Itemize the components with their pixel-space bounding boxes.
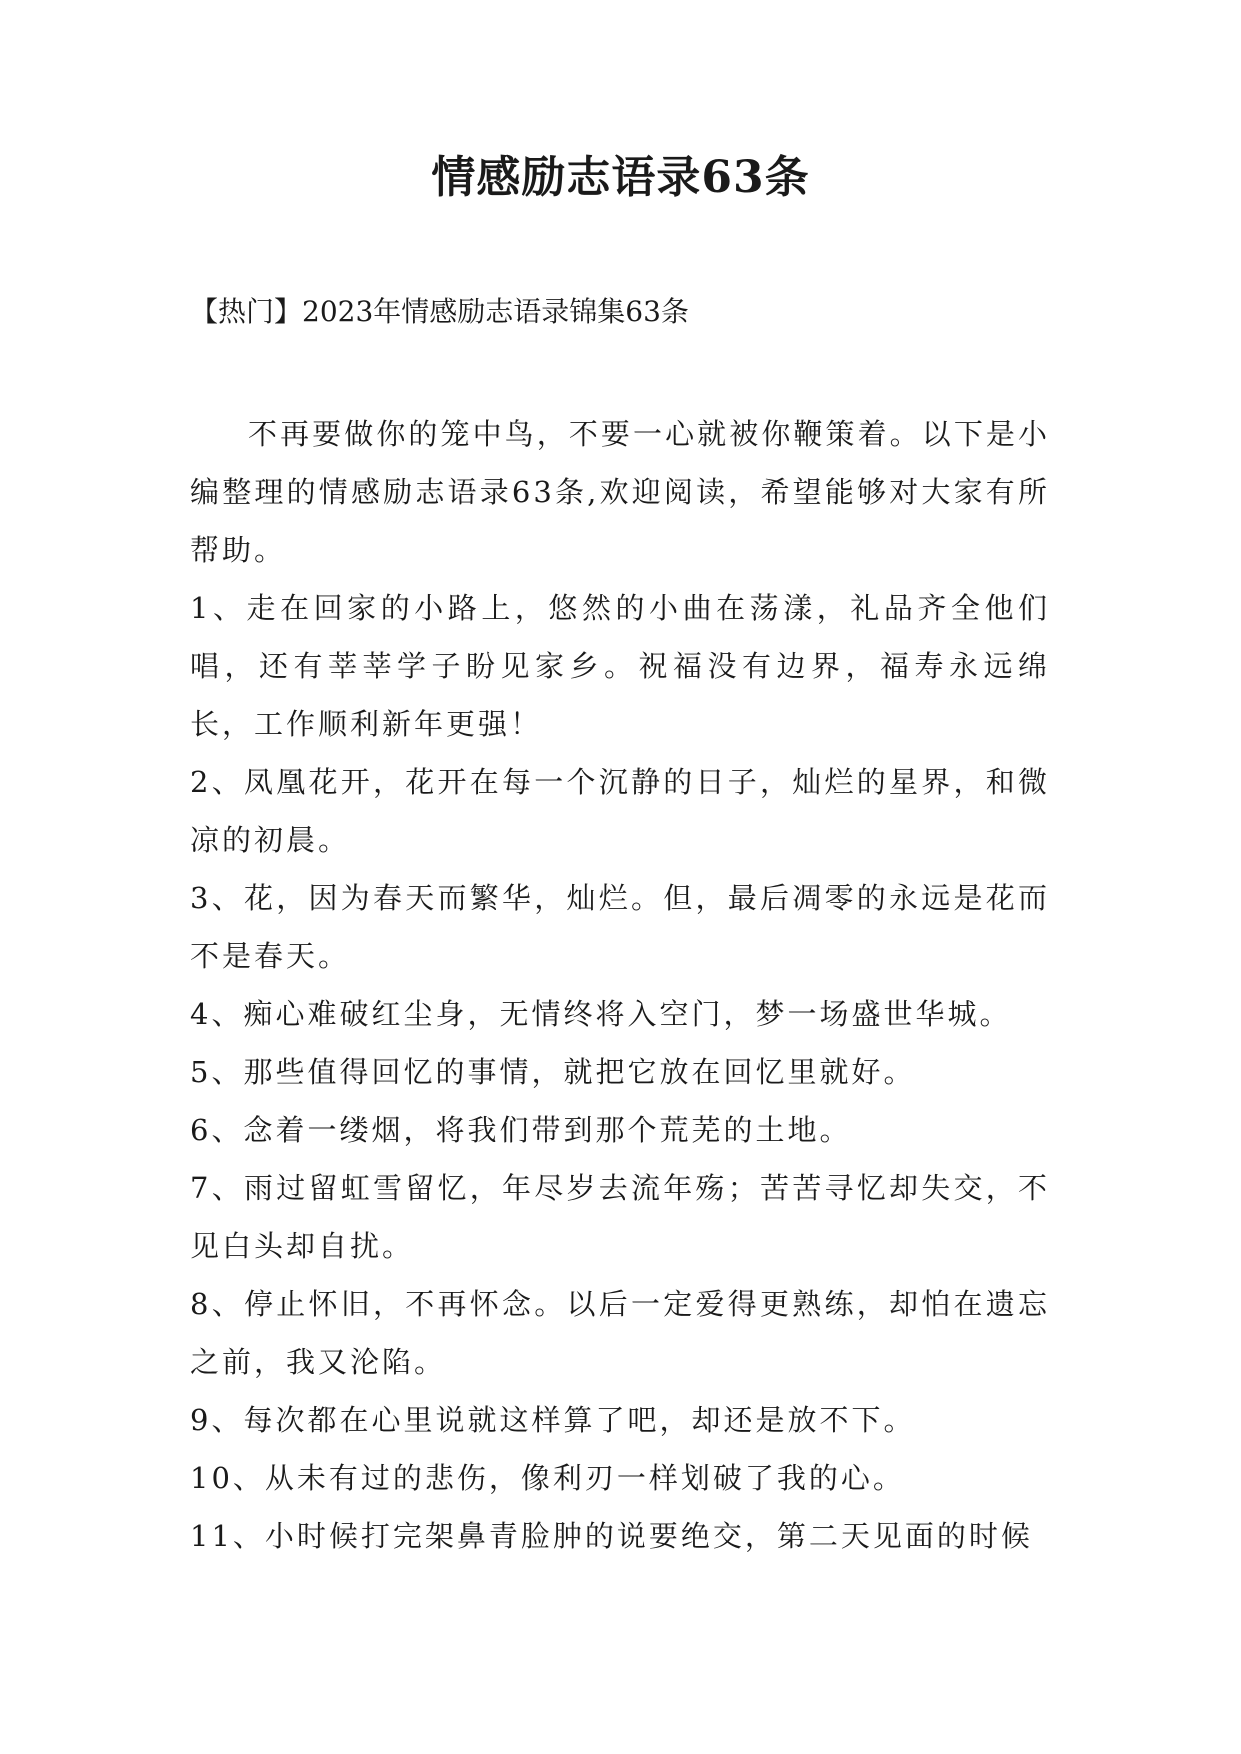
list-item: 5、那些值得回忆的事情，就把它放在回忆里就好。 (190, 1055, 916, 1089)
document-body (190, 405, 1050, 1565)
list-item: 8、停止怀旧，不再怀念。以后一定爱得更熟练，却怕在遗忘之前，我又沦陷。 (190, 1287, 1050, 1379)
document-title: 情感励志语录63条 (431, 152, 810, 203)
document-subtitle: 【热门】2023年情感励志语录锦集63条 (190, 295, 689, 328)
list-item: 1、走在回家的小路上，悠然的小曲在荡漾，礼品齐全他们唱，还有莘莘学子盼见家乡。祝福没有边界，福寿永远绵长，工作顺利新年更强！ (190, 591, 1050, 741)
intro-paragraph: 不再要做你的笼中鸟，不要一心就被你鞭策着。以下是小编整理的情感励志语录63条,欢迎阅读，希望能够对大家有所帮助。 (190, 417, 1050, 567)
list-item: 6、念着一缕烟，将我们带到那个荒芜的土地。 (190, 1113, 852, 1147)
list-item: 2、凤凰花开，花开在每一个沉静的日子，灿烂的星界，和微凉的初晨。 (190, 765, 1050, 857)
list-item: 3、花，因为春天而繁华，灿烂。但，最后凋零的永远是花而不是春天。 (190, 881, 1050, 973)
list-item: 7、雨过留虹雪留忆，年尽岁去流年殇；苦苦寻忆却失交，不见白头却自扰。 (190, 1171, 1050, 1263)
list-item: 11、小时候打完架鼻青脸肿的说要绝交，第二天见面的时候 (190, 1519, 1033, 1553)
list-item: 9、每次都在心里说就这样算了吧，却还是放不下。 (190, 1403, 916, 1437)
list-item: 10、从未有过的悲伤，像利刃一样划破了我的心。 (190, 1461, 905, 1495)
list-item: 4、痴心难破红尘身，无情终将入空门，梦一场盛世华城。 (190, 997, 1012, 1031)
